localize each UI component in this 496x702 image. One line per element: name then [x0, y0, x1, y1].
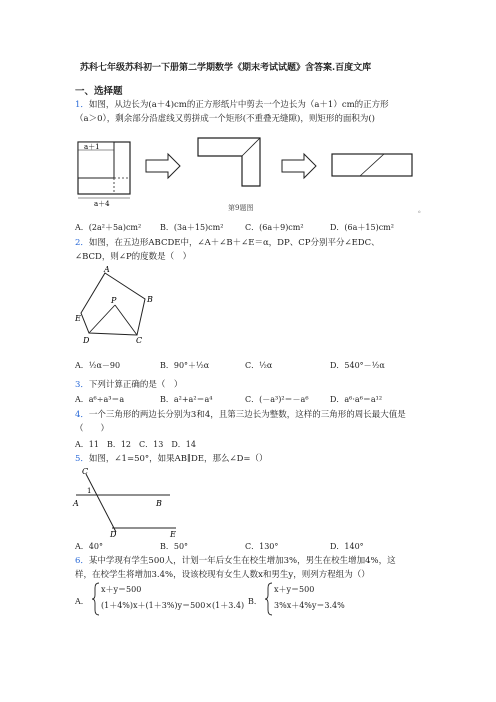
q6-line1: [75, 556, 396, 567]
q4-text-1: 一个三角形的两边长分别为3和4，且第三边长为整数，这样的三角形的周长最大值是: [88, 410, 406, 420]
q3-option-c: C．(－a³)²＝－a⁶: [245, 395, 309, 404]
q6-option-b-label: B．: [248, 597, 262, 606]
q2-line1: [75, 238, 380, 249]
q6-number: 6．: [75, 556, 89, 566]
q5-line1: [75, 454, 268, 465]
q2-label-a: A: [104, 265, 110, 274]
q5-label-d: D: [110, 530, 117, 538]
q4-options: A．11 B．12 C．13 D．14: [75, 440, 196, 449]
q5-option-d: D．140°: [330, 542, 364, 551]
q4-text-2: （ ）: [75, 424, 110, 434]
q2-label-c: C: [136, 336, 143, 345]
q6-option-b-eq1: x＋y＝500: [274, 585, 315, 594]
q3-text-1: 下列计算正确的是（ ）: [88, 380, 183, 390]
q3-line1: [75, 380, 182, 391]
q2-text-1: 如图，在五边形ABCDE中，∠A＋∠B＋∠E＝α，DP、CP分别平分∠EDC、: [88, 238, 380, 248]
q1-dot: 。: [418, 206, 425, 214]
q5-label-a: A: [73, 499, 79, 508]
q5-label-angle1: 1: [87, 487, 92, 495]
q1-figure: [70, 130, 430, 220]
q3-option-d: D．a⁶·a⁶＝a¹²: [330, 395, 383, 404]
q3-number: 3．: [75, 380, 89, 390]
q1-option-d: D．(6a＋15)cm²: [330, 223, 394, 232]
q6-text-1: 某中学现有学生500人，计划一年后女生在校生增加3%，男生在校生增加4%，这: [88, 556, 396, 566]
q2-label-e: E: [75, 314, 81, 323]
q5-label-e: E: [170, 530, 176, 538]
q5-option-a: A．40°: [75, 542, 103, 551]
q6-option-b-eq2: 3%x＋4%y＝3.4%: [274, 601, 345, 610]
q5-option-c: C．130°: [245, 542, 279, 551]
q5-text-1: 如图，∠1=50°，如果AB∥DE，那么∠D=（）: [88, 454, 268, 464]
q1-caption: 第9题图: [228, 204, 254, 212]
q6-option-a-eq1: x＋y＝500: [101, 585, 142, 594]
q1-text-1: 如图，从边长为(a＋4)cm的正方形纸片中剪去一个边长为（a＋1）cm的正方形: [88, 100, 389, 110]
q2-label-d: D: [83, 336, 90, 345]
q5-number: 5．: [75, 454, 89, 464]
q6-option-a-eq2: (1＋4%)x＋(1＋3%)y＝500×(1＋3.4): [101, 601, 245, 610]
q1-number: 1．: [75, 100, 89, 110]
q1-text-2: （a＞0），剩余部分沿虚线又剪拼成一个矩形(不重叠无缝隙)，则矩形的面积为(): [75, 114, 375, 124]
q1-line1: [75, 100, 389, 111]
q5-label-c: C: [82, 467, 89, 476]
q1-option-b: B．(3a＋15)cm²: [160, 223, 224, 232]
q4-line1: [75, 410, 406, 421]
q3-option-b: B．a²+a²＝a⁴: [160, 395, 213, 404]
q2-label-p: P: [111, 296, 117, 305]
q2-text-2: ∠BCD，则∠P的度数是（ ）: [75, 252, 192, 262]
q1-option-c: C．(6a＋9)cm²: [245, 223, 304, 232]
q2-option-c: C．½α: [245, 361, 273, 370]
q5-option-b: B．50°: [160, 542, 189, 551]
q5-parallel-lines-figure: [72, 466, 182, 538]
q1-label-top: a＋1: [84, 143, 100, 151]
q3-option-a: A．a⁶÷a³＝a: [75, 395, 125, 404]
q6-option-b-brace: [265, 582, 273, 616]
q4-number: 4．: [75, 410, 89, 420]
q6-option-a-brace: [92, 582, 100, 616]
q2-option-b: B．90°＋½α: [160, 361, 210, 370]
q1-option-a: A．(2a²＋5a)cm²: [75, 223, 142, 232]
q2-pentagon-figure: [75, 265, 165, 345]
q6-option-a-label: A．: [75, 597, 89, 606]
q2-number: 2．: [75, 238, 89, 248]
q5-label-b: B: [156, 499, 162, 508]
q2-option-a: A．½α－90: [75, 361, 121, 370]
q6-text-2: 样，在校学生将增加3.4%，设该校现有女生人数x和男生y，则列方程组为（）: [75, 570, 370, 580]
q2-label-b: B: [147, 295, 153, 304]
section-heading: 一、选择题: [75, 86, 123, 97]
page-title: 苏科七年级苏科初一下册第二学期数学《期末考试试题》含答案.百度文库: [80, 63, 372, 73]
q1-label-bottom: a＋4: [94, 200, 110, 208]
q2-option-d: D．540°－½α: [330, 361, 385, 370]
